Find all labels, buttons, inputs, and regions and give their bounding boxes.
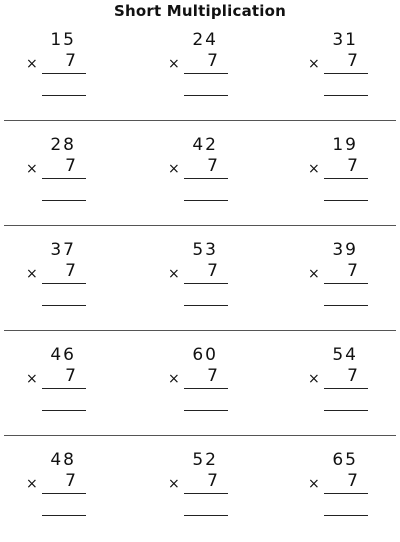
- multiplier: 7: [65, 261, 76, 281]
- operand-rule: [42, 178, 86, 179]
- top-number: 19: [332, 135, 358, 155]
- top-number: 42: [192, 135, 218, 155]
- answer-line: [42, 305, 86, 306]
- multiplier: 7: [207, 366, 218, 386]
- top-number: 24: [192, 30, 218, 50]
- answer-line: [324, 410, 368, 411]
- multiplier: 7: [347, 156, 358, 176]
- multiplication-problem: [26, 345, 86, 437]
- top-number: 48: [50, 450, 76, 470]
- multiplier: 7: [207, 471, 218, 491]
- multiplication-problem: [308, 135, 368, 227]
- top-number: 28: [50, 135, 76, 155]
- operand-rule: [184, 493, 228, 494]
- top-number: 39: [332, 240, 358, 260]
- problem-row: [0, 345, 400, 437]
- top-number: 31: [332, 30, 358, 50]
- times-sign: ×: [308, 371, 320, 387]
- multiplier: 7: [347, 366, 358, 386]
- times-sign: ×: [308, 161, 320, 177]
- multiplication-problem: [308, 240, 368, 332]
- multiplier: 7: [207, 51, 218, 71]
- top-number: 54: [332, 345, 358, 365]
- times-sign: ×: [308, 266, 320, 282]
- times-sign: ×: [26, 266, 38, 282]
- top-number: 53: [192, 240, 218, 260]
- operand-rule: [42, 493, 86, 494]
- problem-row: [0, 135, 400, 227]
- operand-rule: [324, 178, 368, 179]
- times-sign: ×: [26, 371, 38, 387]
- row-divider: [4, 435, 396, 436]
- operand-rule: [324, 388, 368, 389]
- operand-rule: [42, 73, 86, 74]
- multiplication-problem: [26, 30, 86, 122]
- operand-rule: [184, 73, 228, 74]
- times-sign: ×: [168, 476, 180, 492]
- top-number: 37: [50, 240, 76, 260]
- multiplier: 7: [207, 261, 218, 281]
- operand-rule: [184, 388, 228, 389]
- operand-rule: [184, 178, 228, 179]
- operand-rule: [324, 73, 368, 74]
- row-divider: [4, 225, 396, 226]
- multiplier: 7: [347, 51, 358, 71]
- multiplier: 7: [65, 366, 76, 386]
- times-sign: ×: [26, 476, 38, 492]
- problem-row: [0, 240, 400, 332]
- multiplication-problem: [308, 450, 368, 542]
- multiplication-problem: [308, 30, 368, 122]
- multiplication-problem: [168, 345, 228, 437]
- operand-rule: [42, 283, 86, 284]
- top-number: 46: [50, 345, 76, 365]
- answer-line: [324, 200, 368, 201]
- top-number: 52: [192, 450, 218, 470]
- times-sign: ×: [168, 371, 180, 387]
- times-sign: ×: [308, 56, 320, 72]
- multiplication-problem: [308, 345, 368, 437]
- worksheet-title: Short Multiplication: [114, 2, 286, 20]
- times-sign: ×: [168, 161, 180, 177]
- answer-line: [184, 305, 228, 306]
- multiplication-problem: [26, 450, 86, 542]
- answer-line: [184, 200, 228, 201]
- answer-line: [42, 200, 86, 201]
- answer-line: [42, 410, 86, 411]
- top-number: 15: [50, 30, 76, 50]
- multiplication-problem: [26, 240, 86, 332]
- answer-line: [42, 95, 86, 96]
- row-divider: [4, 330, 396, 331]
- times-sign: ×: [26, 56, 38, 72]
- top-number: 65: [332, 450, 358, 470]
- top-number: 60: [192, 345, 218, 365]
- multiplication-problem: [168, 30, 228, 122]
- multiplication-problem: [168, 450, 228, 542]
- answer-line: [324, 515, 368, 516]
- operand-rule: [324, 493, 368, 494]
- times-sign: ×: [308, 476, 320, 492]
- times-sign: ×: [168, 266, 180, 282]
- answer-line: [184, 95, 228, 96]
- times-sign: ×: [168, 56, 180, 72]
- times-sign: ×: [26, 161, 38, 177]
- row-divider: [4, 120, 396, 121]
- multiplication-problem: [168, 135, 228, 227]
- multiplication-problem: [168, 240, 228, 332]
- answer-line: [184, 515, 228, 516]
- multiplier: 7: [207, 156, 218, 176]
- problem-row: [0, 450, 400, 542]
- answer-line: [184, 410, 228, 411]
- multiplier: 7: [65, 471, 76, 491]
- answer-line: [324, 95, 368, 96]
- operand-rule: [184, 283, 228, 284]
- multiplier: 7: [347, 471, 358, 491]
- multiplier: 7: [347, 261, 358, 281]
- multiplier: 7: [65, 51, 76, 71]
- multiplier: 7: [65, 156, 76, 176]
- answer-line: [42, 515, 86, 516]
- operand-rule: [42, 388, 86, 389]
- multiplication-problem: [26, 135, 86, 227]
- problem-row: [0, 30, 400, 122]
- answer-line: [324, 305, 368, 306]
- operand-rule: [324, 283, 368, 284]
